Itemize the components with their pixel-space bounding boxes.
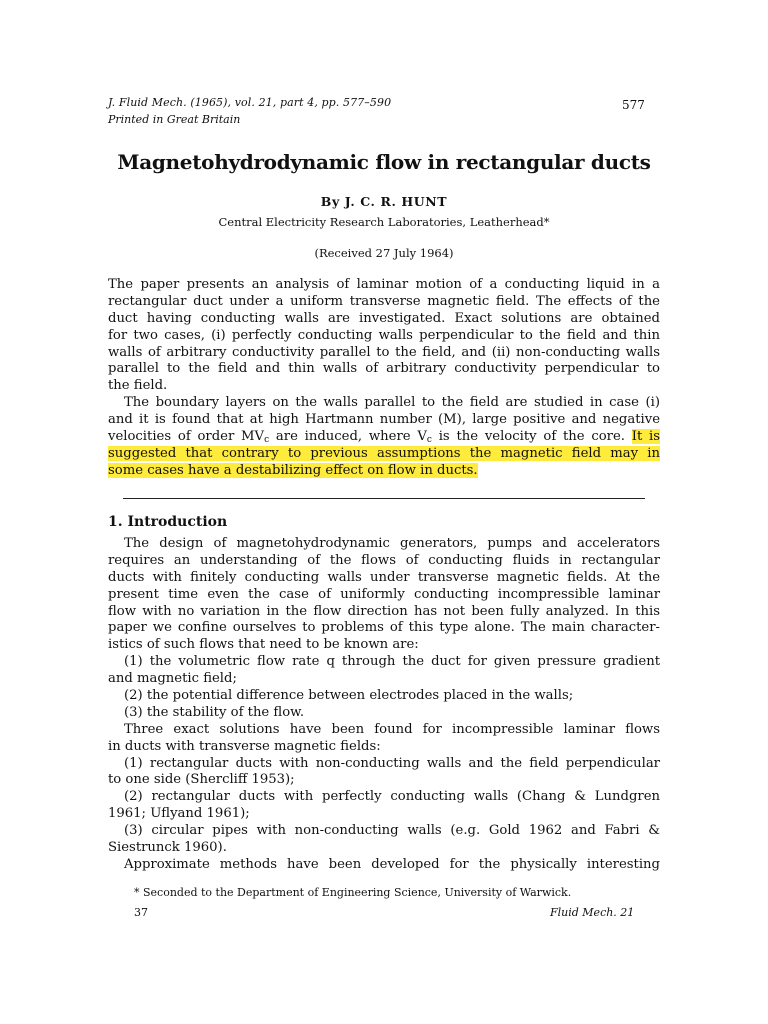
affiliation: Central Electricity Research Laboratories, Leatherhead* — [218, 215, 550, 229]
abstract-paragraph-1 — [108, 277, 660, 395]
body-line: requires an understanding of the flows of conducting fluids in rectangular — [108, 552, 660, 568]
text-run: velocities of order MV — [108, 428, 265, 444]
journal-citation: J. Fluid Mech. (1965), vol. 21, part 4, pp. 577–590 — [108, 96, 392, 109]
section-heading: 1. Introduction — [108, 514, 228, 530]
abstract-line-highlighted — [108, 463, 660, 480]
abstract-line: The paper presents an analysis of laminar motion of a conducting liquid in a — [108, 277, 660, 292]
highlighted-text: some cases have a destabilizing effect on flow in ducts. — [108, 462, 478, 478]
abstract-line: The boundary layers on the walls parallel to the field are studied in case (i) — [124, 395, 660, 410]
body-line: paper we confine ourselves to problems of this type alone. The main character- — [108, 620, 660, 636]
abstract-line: rectangular duct under a uniform transverse magnetic field. The effects of the — [108, 293, 660, 309]
text-run: is the velocity of the core. — [431, 428, 632, 444]
abstract-line: parallel to the field and thin walls of arbitrary conductivity perpendicular to — [108, 361, 660, 377]
author-line: By J. C. R. HUNT — [320, 194, 448, 209]
body-line: to one side (Shercliff 1953); — [108, 772, 295, 788]
body-line: Approximate methods have been developed for the physically interesting — [124, 856, 660, 872]
body-line: 1961; Uflyand 1961); — [108, 806, 250, 822]
body-line: Three exact solutions have been found for incompressible laminar flows — [124, 721, 660, 737]
abstract-line-highlighted — [108, 446, 660, 463]
abstract-line: duct having conducting walls are investigated. Exact solutions are obtained — [108, 310, 660, 326]
body-line: (3) circular pipes with non-conducting walls (e.g. Gold 1962 and Fabri & — [124, 823, 660, 839]
body-line: The design of magnetohydrodynamic generators, pumps and accelerators — [124, 536, 660, 551]
abstract-line: the field. — [108, 378, 168, 394]
signature-mark: 37 — [134, 906, 148, 919]
page-number: 577 — [622, 98, 645, 112]
journal-folio: Fluid Mech. 21 — [550, 906, 635, 919]
abstract-line: walls of arbitrary conductivity parallel to the field, and (ii) non-conducting walls — [108, 344, 660, 360]
highlighted-text: suggested that contrary to previous assumptions the magnetic field may in — [108, 445, 660, 461]
footnote: * Seconded to the Department of Engineering Science, University of Warwick. — [134, 886, 572, 899]
body-line: (3) the stability of the flow. — [124, 704, 305, 720]
body-line: present time even the case of uniformly conducting incompressible laminar — [108, 586, 660, 602]
body-line: ducts with finitely conducting walls under transverse magnetic fields. At the — [108, 569, 660, 585]
paper-title: Magnetohydrodynamic flow in rectangular ducts — [117, 150, 651, 174]
introduction-body — [108, 536, 660, 874]
body-line: in ducts with transverse magnetic fields: — [108, 738, 381, 754]
highlighted-text: It is — [631, 428, 661, 444]
abstract-line: and it is found that at high Hartmann number (M), large positive and negative — [108, 411, 660, 427]
body-line: Siestrunck 1960). — [108, 840, 227, 856]
body-line: and magnetic field; — [108, 671, 237, 687]
body-line: istics of such flows that need to be known are: — [108, 637, 419, 653]
body-line: (2) the potential difference between electrodes placed in the walls; — [124, 688, 574, 704]
subscript: c — [426, 434, 432, 445]
abstract-line: for two cases, (i) perfectly conducting walls perpendicular to the field and thin — [108, 327, 660, 343]
body-line: (1) the volumetric flow rate q through the duct for given pressure gradient — [124, 654, 660, 670]
subscript: c — [264, 434, 270, 445]
body-line: (1) rectangular ducts with non-conducting walls and the field perpendicular — [124, 755, 660, 771]
body-line: (2) rectangular ducts with perfectly conducting walls (Chang & Lundgren — [124, 789, 660, 805]
text-run: are induced, where V — [269, 428, 427, 444]
body-line: flow with no variation in the flow direction has not been fully analyzed. In this — [108, 603, 660, 619]
section-divider — [123, 498, 645, 499]
abstract-paragraph-2 — [108, 395, 660, 479]
printed-in: Printed in Great Britain — [108, 113, 241, 126]
abstract-line-with-subscripts — [108, 429, 660, 446]
received-date: (Received 27 July 1964) — [314, 246, 454, 260]
